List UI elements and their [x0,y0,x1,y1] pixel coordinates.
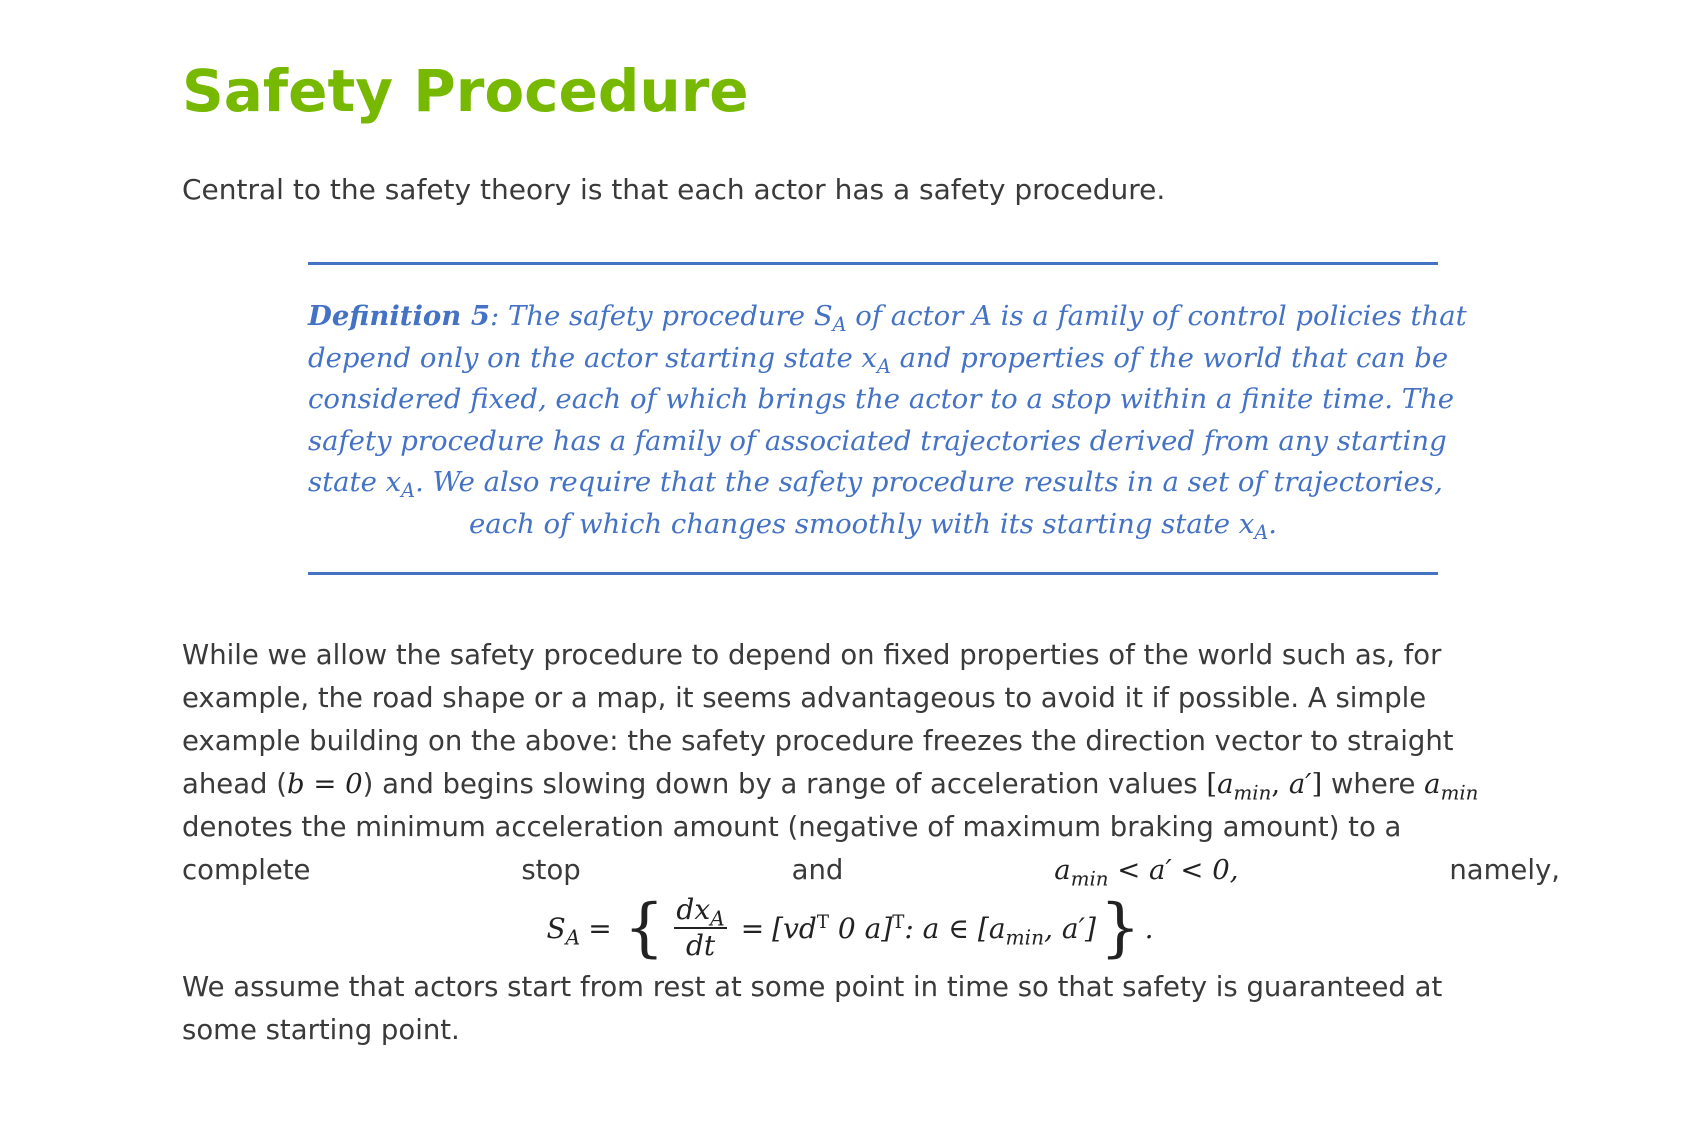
left-brace: { [623,891,665,965]
state-vector: [$vd^T$ 0 a]$^T$: a ∈ [$a_{min}$, a′] [772,911,1096,949]
safety-procedure-formula: $S_A$ = { $\frac{dx_A}{dt}$ = [$vd^T$ 0 a]$^T$: a ∈ [$a_{min}$, a′] } . [546,891,1154,965]
right-brace: } [1099,891,1141,965]
definition-label: Definition 5 [308,300,490,332]
paragraph-line: While we allow the safety procedure to depend on fixed properties of the world such as, for [182,639,1442,671]
definition-line-5: state $x_A$. We also require that the safety procedure results in a set of trajectories, [308,466,1443,502]
definition-bottom-rule [308,572,1438,575]
paragraph-line: some starting point. [182,1014,460,1046]
b-equals-zero: b = 0 [286,768,363,800]
state-symbol: $x_A$ [1238,507,1269,544]
state-symbol: $x_A$ [385,466,416,502]
definition-line-2: depend only on the actor starting state $x_A$ and properties of the world that can be [308,341,1449,378]
paragraph-line: ahead (b = 0) and begins slowing down by a range of acceleration values [$a_{min}$, a′] where $a_{min}$ [182,768,1479,805]
definition-line-6: each of which changes smoothly with its starting state $x_A$. [469,507,1277,544]
intro-paragraph: Central to the safety theory is that each actor has a safety procedure. [182,173,1166,206]
definition-box [308,296,1467,545]
paragraph-line: example building on the above: the safety procedure freezes the direction vector to straight [182,725,1454,757]
paragraph-line: complete stop and $a_{min} < a' < 0$, namely, [182,849,1560,892]
definition-line-4: safety procedure has a family of associated trajectories derived from any starting [308,424,1447,457]
state-symbol: $x_A$ [861,341,891,378]
formula-lhs: $S_A$ [546,911,581,949]
body-paragraph-1 [182,634,1560,892]
paragraph-line: example, the road shape or a map, it seems advantageous to avoid it if possible. A simple [182,682,1427,714]
definition-line-3: considered fixed, each of which brings the actor to a stop within a finite time. The [308,383,1455,415]
paragraph-line: We assume that actors start from rest at some point in time so that safety is guaranteed at [182,971,1443,1003]
paragraph-line: denotes the minimum acceleration amount (negative of maximum braking amount) to a [182,811,1402,843]
definition-top-rule [308,262,1438,265]
body-paragraph-2 [182,966,1560,1052]
safety-procedure-symbol: $S_A$ [813,300,847,336]
acceleration-range: [$a_{min}$, a′] [1206,768,1323,805]
derivative-fraction: $\frac{dx_A}{dt}$ [676,893,725,962]
definition-line-1: Definition 5: The safety procedure $S_A$ of actor A is a family of control policies that [308,300,1467,336]
a-min-symbol: $a_{min}$ [1424,768,1479,805]
inequality: $a_{min} < a' < 0$, [1054,854,1239,891]
page-title: Safety Procedure [182,57,749,125]
